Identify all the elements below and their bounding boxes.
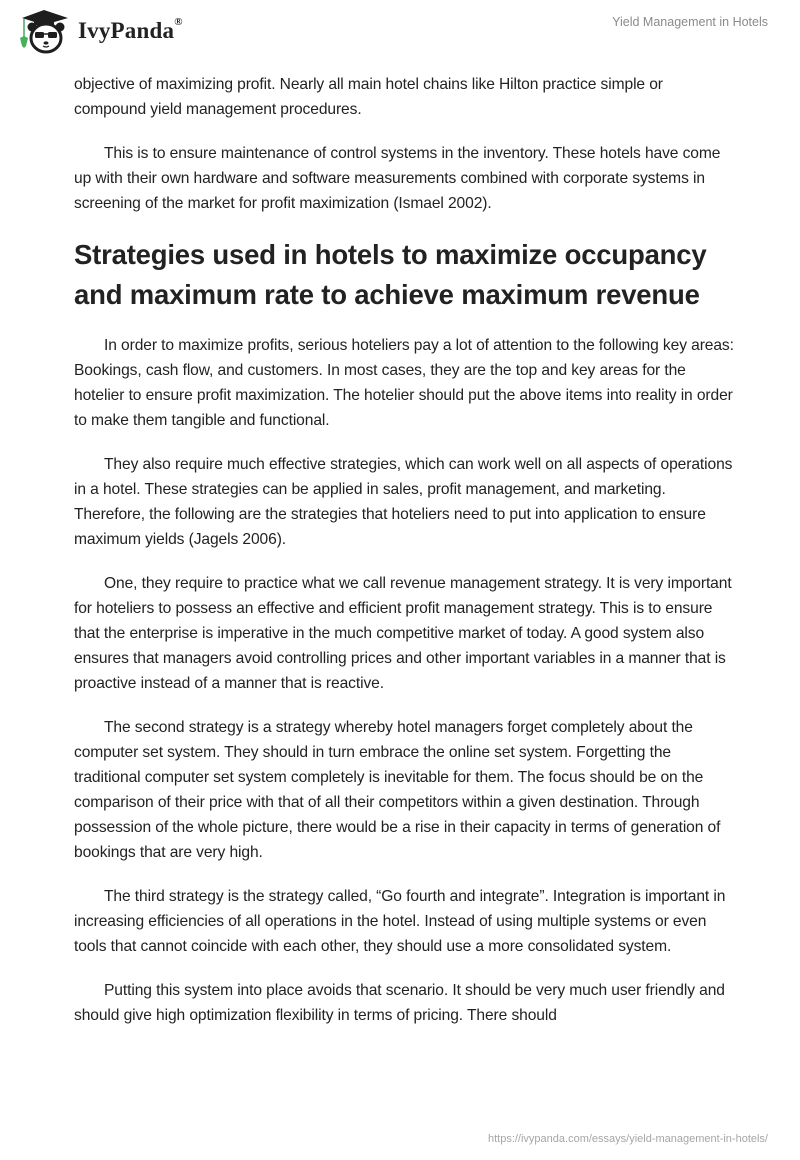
essay-content	[74, 72, 734, 1047]
section-heading: Strategies used in hotels to maximize occupancy and maximum rate to achieve maximum revenue	[74, 239, 707, 310]
source-url[interactable]: https://ivypanda.com/essays/yield-management-in-hotels/	[487, 1133, 768, 1145]
paragraph: This is to ensure maintenance of control systems in the inventory. These hotels have come up with their own hardware and software measurements combined with corporate systems in screening of the market for profit maximization (Ismael 2002).	[74, 145, 721, 212]
document-title: Yield Management in Hotels	[612, 15, 768, 29]
paragraph: The third strategy is the strategy called, “Go fourth and integrate”. Integration is important in increasing efficiencies of all operations in the hotel. Instead of using multiple systems or even tools that cannot coincide with each other, they should use a more consolidated system.	[74, 888, 726, 955]
paragraph: Putting this system into place avoids that scenario. It should be very much user friendly and should give high optimization flexibility in terms of pricing. There should	[74, 982, 725, 1024]
ivypanda-logo[interactable]	[16, 8, 183, 54]
paragraph: They also require much effective strategies, which can work well on all aspects of operations in a hotel. These strategies can be applied in sales, profit management, and marketing. Therefore, the following are the strategies that hoteliers need to put into application to ensure maximum yields (Jagels 2006).	[74, 456, 733, 548]
paragraph: objective of maximizing profit. Nearly all main hotel chains like Hilton practice simple or compound yield management procedures.	[74, 76, 663, 118]
paragraph: One, they require to practice what we call revenue management strategy. It is very important for hoteliers to possess an effective and efficient profit management strategy. This is to ensure that the enterprise is imperative in the much competitive market of today. A good system also ensures that managers avoid controlling prices and other important variables in a manner that is proactive instead of a manner that is reactive.	[74, 575, 732, 692]
paragraph: In order to maximize profits, serious hoteliers pay a lot of attention to the following key areas: Bookings, cash flow, and customers. In most cases, they are the top and key areas for the hotelier to ensure profit maximization. The hotelier should put the above items into reality in order to make them tangible and functional.	[74, 337, 734, 429]
registered-mark: ®	[174, 16, 183, 28]
brand-name: IvyPanda®	[78, 16, 183, 43]
paragraph: The second strategy is a strategy whereby hotel managers forget completely about the computer set system. They should in turn embrace the online set system. Forgetting the traditional computer set system completely is inevitable for them. The focus should be on the comparison of their price with that of all their competitors within a given destination. Through possession of the whole picture, there would be a rise in their capacity in terms of generation of bookings that are very high.	[74, 719, 721, 861]
panda-graduate-icon	[16, 8, 74, 54]
page-header	[0, 0, 800, 58]
